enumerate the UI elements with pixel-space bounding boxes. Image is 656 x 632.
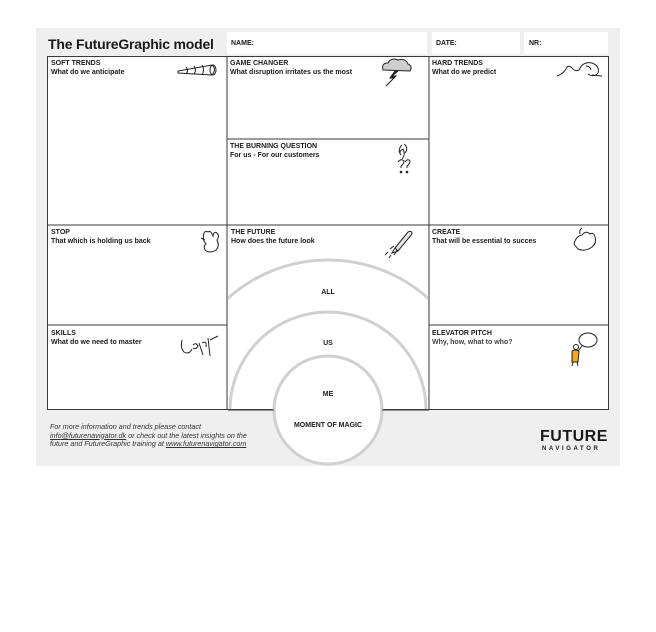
nr-label: NR: xyxy=(529,40,542,47)
logo-future: FUTURE xyxy=(540,428,608,445)
burning-question-title: THE BURNING QUESTION xyxy=(230,143,318,150)
footer-email-link[interactable]: info@futurenavigator.dk xyxy=(50,430,127,440)
game-changer-subtitle: What disruption irritates us the most xyxy=(230,69,353,76)
ring-label-us: US xyxy=(323,340,333,347)
rocket-icon xyxy=(385,231,412,258)
name-label: NAME: xyxy=(231,40,254,47)
create-subtitle: That will be essential to succes xyxy=(432,238,537,245)
date-label: DATE: xyxy=(436,40,457,47)
hard-trends-subtitle: What do we predict xyxy=(432,69,497,76)
skills-title: SKILLS xyxy=(51,330,76,337)
stop-title: STOP xyxy=(51,229,70,236)
ring-label-moment: MOMENT OF MAGIC xyxy=(293,422,363,429)
elevator-pitch-title: ELEVATOR PITCH xyxy=(432,330,492,337)
the-future-subtitle: How does the future look xyxy=(231,238,315,245)
hard-trends-title: HARD TRENDS xyxy=(432,60,483,67)
logo-navigator: NAVIGATOR xyxy=(542,446,601,452)
footer-url-link[interactable]: www.futurenavigator.com xyxy=(165,439,247,449)
flame-question-icon xyxy=(398,144,410,173)
skills-figure-icon xyxy=(181,336,218,356)
footer-line3: future and FutureGraphic training at xyxy=(50,439,166,449)
footer-line2: or check out the latest insights on the xyxy=(126,430,247,440)
wave-icon xyxy=(557,63,602,76)
lightning-cloud-icon xyxy=(383,59,412,86)
soft-trends-title: SOFT TRENDS xyxy=(51,60,101,67)
create-hand-icon xyxy=(574,228,596,250)
speech-person-icon xyxy=(572,333,597,366)
game-changer-title: GAME CHANGER xyxy=(230,60,289,67)
burning-question-subtitle: For us - For our customers xyxy=(230,152,320,159)
horn-icon xyxy=(178,65,216,75)
page-title: The FutureGraphic model xyxy=(48,36,214,52)
create-title: CREATE xyxy=(432,229,461,236)
soft-trends-subtitle: What do we anticipate xyxy=(51,69,125,76)
stop-hand-icon xyxy=(201,231,219,252)
the-future-title: THE FUTURE xyxy=(231,229,276,236)
ring-label-me: ME xyxy=(322,391,334,398)
elevator-pitch-subtitle: Why, how, what to who? xyxy=(432,339,513,346)
ring-label-all: ALL xyxy=(321,289,335,296)
stop-subtitle: That which is holding us back xyxy=(51,238,151,245)
skills-subtitle: What do we need to master xyxy=(51,339,142,346)
footer-line1: For more information and trends please contact xyxy=(50,422,202,431)
footer-info xyxy=(50,423,260,449)
